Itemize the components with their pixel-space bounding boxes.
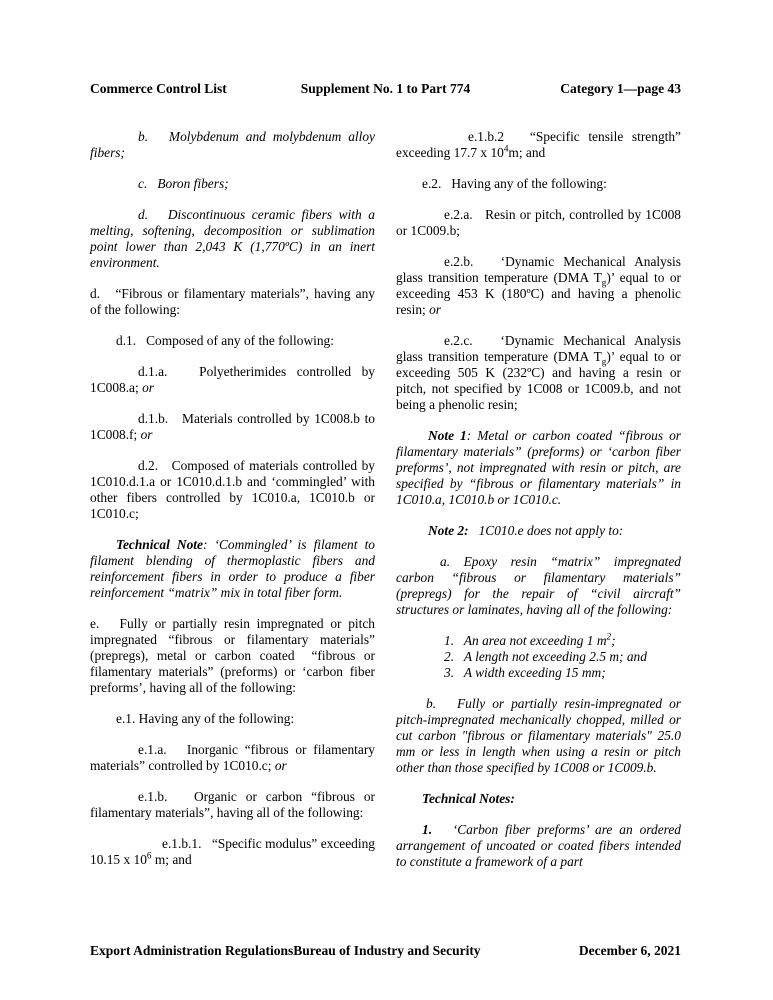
text-run: ‘Carbon fiber preforms’ are an ordered arrangement of uncoated or coated fibers intended to constitute a framework of a part (396, 822, 681, 869)
paragraph (396, 633, 681, 649)
text-run: d.1.a. Polyetherimides controlled by 1C008.a; (90, 364, 375, 395)
paragraph (396, 554, 681, 618)
text-run: d.1. Composed of any of the following: (116, 333, 334, 348)
text-run: Technical Note (116, 537, 203, 552)
paragraph (396, 428, 681, 508)
paragraph (90, 616, 375, 696)
paragraph (396, 649, 681, 665)
text-run: Note 1 (428, 428, 467, 443)
text-run: or (429, 302, 442, 317)
text-run: 1. (422, 822, 433, 837)
paragraph (396, 129, 681, 161)
text-run: e.2.b. ‘Dynamic Mechanical Analysis glass transition temperature (DMA T (396, 254, 681, 285)
column-right (396, 129, 681, 885)
text-run: m; and (508, 145, 546, 160)
paragraph (90, 742, 375, 774)
text-run: b. Molybdenum and molybdenum alloy fibers; (90, 129, 375, 160)
page-header (90, 81, 681, 96)
text-run: e.2. Having any of the following: (422, 176, 607, 191)
paragraph (90, 333, 375, 349)
text-run: g (601, 277, 607, 288)
paragraph (90, 789, 375, 821)
page-footer (90, 943, 681, 958)
text-run: e.1.a. Inorganic “fibrous or filamentary materials” controlled by 1C010.c; (90, 742, 375, 773)
text-run: e.1.b.1. “Specific modulus” exceeding 10.15 x 10 (90, 836, 375, 867)
paragraph (396, 207, 681, 239)
footer-regulation-title: Export Administration Regulations (90, 943, 294, 958)
text-run: 2. A length not exceeding 2.5 m; and (444, 649, 647, 664)
paragraph (90, 711, 375, 727)
paragraph (396, 333, 681, 413)
column-left (90, 129, 375, 885)
text-run: 1. An area not exceeding 1 m (444, 633, 607, 648)
paragraph (90, 207, 375, 271)
paragraph (90, 129, 375, 161)
text-run: e.1.b. Organic or carbon “fibrous or filamentary materials”, having all of the following: (90, 789, 375, 820)
paragraph (396, 791, 681, 807)
text-run: c. Boron fibers; (138, 176, 229, 191)
text-run: Technical Notes: (422, 791, 515, 806)
text-run: e. Fully or partially resin impregnated or pitch impregnated “fibrous or filamentary materials” (prepregs), metal or carbon coated “fibrous or filamentary materials” (preforms) or ‘carbon fiber preforms’, having all of the following: (90, 616, 375, 695)
text-run: e.2.a. Resin or pitch, controlled by 1C008 or 1C009.b; (396, 207, 681, 238)
paragraph (396, 822, 681, 870)
text-run: or (142, 380, 154, 395)
footer-agency-name: Bureau of Industry and Security (293, 943, 481, 958)
paragraph (90, 176, 375, 192)
text-run: g (601, 356, 607, 367)
text-run: )’ equal to or exceeding 505 K (232ºC) and having a resin or pitch, not specified by 1C008 or 1C009.b, and not being a phenolic resin; (396, 349, 681, 412)
paragraph (396, 254, 681, 318)
text-run: 2 (606, 631, 612, 642)
text-run: m; and (151, 852, 192, 867)
paragraph (90, 836, 375, 868)
text-run: 1C010.e does not apply to: (468, 523, 624, 538)
text-run: 6 (146, 850, 152, 861)
text-run: e.2.c. ‘Dynamic Mechanical Analysis glass transition temperature (DMA T (396, 333, 681, 364)
paragraph (90, 458, 375, 522)
text-run: : Metal or carbon coated “fibrous or filamentary materials” (preforms) or ‘carbon fiber preforms’, not impregnated with resin or pitch, are specified by “fibrous or filamentary materials” in 1C010.a, 1C010.b or 1C010.c. (396, 428, 681, 507)
paragraph (90, 537, 375, 601)
text-run: Note 2: (428, 523, 469, 538)
text-run: e.1.b.2 “Specific tensile strength” exceeding 17.7 x 10 (396, 129, 681, 160)
footer-date: December 6, 2021 (578, 943, 681, 958)
text-run: )’ equal to or exceeding 453 K (180ºC) and having a phenolic resin; (396, 270, 681, 317)
text-run: d.1.b. Materials controlled by 1C008.b to 1C008.f; (90, 411, 375, 442)
header-page-number: Category 1—page 43 (560, 81, 681, 96)
text-run: ; (611, 633, 616, 648)
header-supplement-title: Supplement No. 1 to Part 774 (300, 81, 471, 96)
text-run: b. Fully or partially resin-impregnated or pitch-impregnated mechanically chopped, milled or cut carbon "fibrous or filamentary materials" 25.0 mm or less in length when using a resin or pitch other than those specified by 1C008 or 1C009.b. (396, 696, 681, 775)
text-run: or (274, 758, 287, 773)
text-run: e.1. Having any of the following: (116, 711, 295, 726)
paragraph (90, 286, 375, 318)
text-run: d.2. Composed of materials controlled by 1C010.d.1.a or 1C010.d.1.b and ‘commingled’ with other fibers controlled by 1C010.a, 1C010.b or 1C010.c; (90, 458, 375, 521)
paragraph (90, 364, 375, 396)
paragraph (396, 176, 681, 192)
text-run: d. Discontinuous ceramic fibers with a melting, softening, decomposition or sublimation point lower than 2,043 K (1,770ºC) in an inert environment. (90, 207, 375, 270)
text-run: or (140, 427, 153, 442)
paragraph (396, 523, 681, 539)
text-run: d. “Fibrous or filamentary materials”, having any of the following: (90, 286, 375, 317)
text-run: 3. A width exceeding 15 mm; (444, 665, 606, 680)
text-run: 4 (503, 143, 509, 154)
paragraph (90, 411, 375, 443)
paragraph (396, 696, 681, 776)
text-run: a. Epoxy resin “matrix” impregnated carbon “fibrous or filamentary materials” (prepregs) for the repair of “civil aircraft” structures or laminates, having all of the following: (396, 554, 681, 617)
header-document-title: Commerce Control List (90, 81, 227, 96)
document-body (90, 129, 681, 885)
text-run: : ‘Commingled’ is filament to filament blending of thermoplastic fibers and reinforcement fibers in order to produce a fiber reinforcement “matrix” mix in total fiber form. (90, 537, 375, 600)
paragraph (396, 665, 681, 681)
